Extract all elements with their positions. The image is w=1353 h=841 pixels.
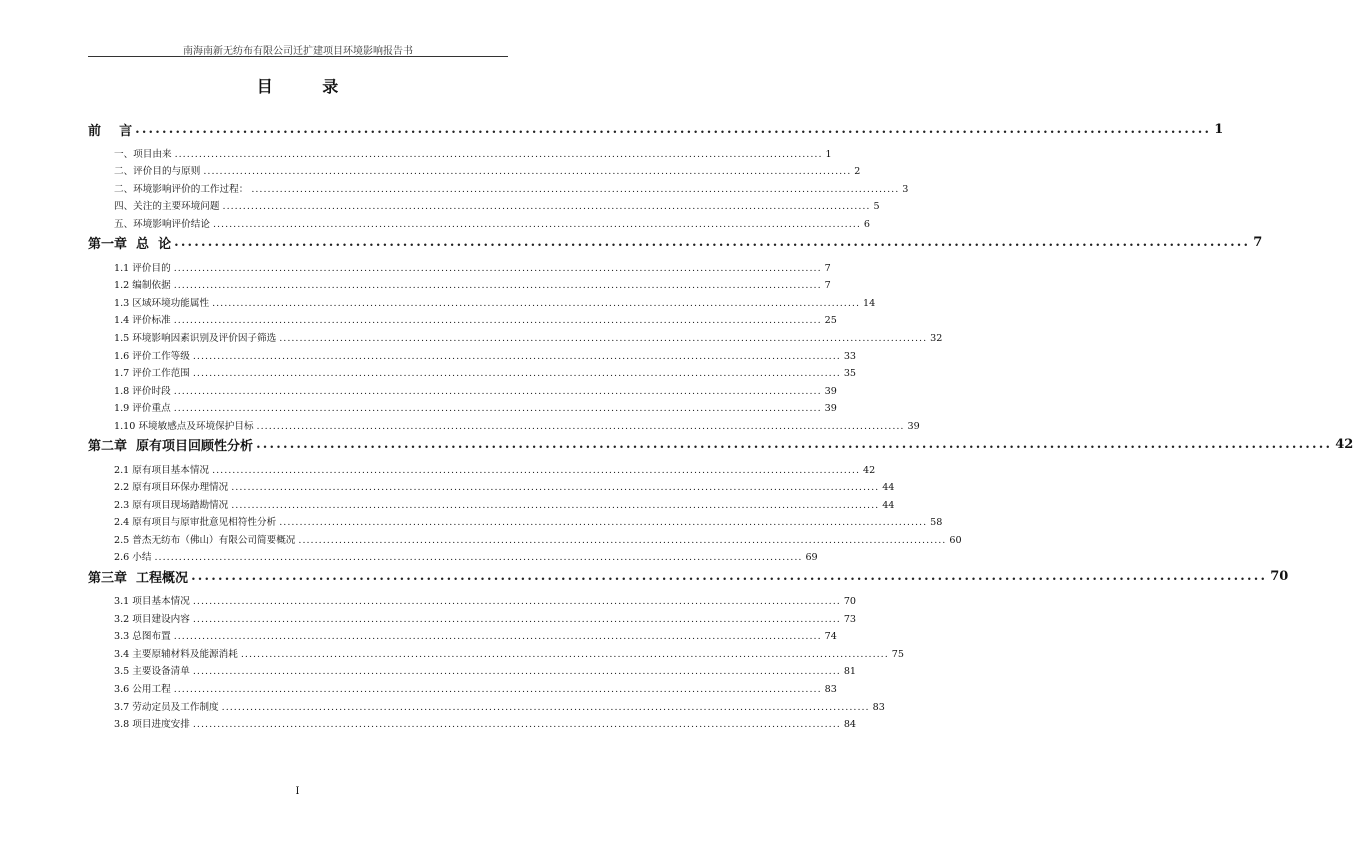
toc-entry-label: 3.3 总图布置 [114,631,171,643]
toc-section-entry[interactable] [88,397,837,415]
toc-entry-page: 35 [843,368,857,380]
toc-entry-label: 一、项目由来 [114,148,172,160]
toc-section-entry[interactable] [88,625,837,643]
toc-entry-page: 5 [873,201,880,213]
toc-dot-leader: ................................................................................................................................................................ [231,482,880,494]
toc-section-entry[interactable] [88,309,837,327]
toc-section-entry[interactable] [88,528,962,546]
toc-entry-label: 3.1 项目基本情况 [114,596,190,608]
toc-entry-page: 33 [843,350,857,362]
toc-section-entry[interactable] [88,160,861,178]
toc-entry-label: 2.6 小结 [114,552,152,564]
toc-entry-page: 44 [882,499,895,511]
toc-entry-page: 14 [863,297,876,309]
toc-entry-label: 2.3 原有项目现场踏勘情况 [114,499,229,511]
toc-dot-leader: ................................................................................................................................................................ [256,437,1333,453]
toc-entry-page: 83 [872,701,885,713]
toc-entry-label: 第三章 工程概况 [88,570,189,586]
toc-dot-leader: ................................................................................................................................................................ [173,280,822,292]
toc-entry-label: 二、环境影响评价的工作过程： [114,183,249,195]
toc-dot-leader: ................................................................................................................................................................ [173,385,822,397]
toc-entry-label: 3.4 主要原辅材料及能源消耗 [114,648,238,660]
toc-entry-page: 7 [824,280,831,292]
toc-section-entry[interactable] [88,642,904,660]
toc-section-entry[interactable] [88,695,885,713]
toc-section-entry[interactable] [88,326,943,344]
toc-entry-page: 6 [863,218,870,230]
toc-entry-label: 2.5 普杰无纺布（佛山）有限公司简要概况 [114,534,296,546]
toc-section-entry[interactable] [88,362,857,380]
toc-dot-leader: ................................................................................................................................................................ [203,166,852,178]
page-number: I [295,786,300,797]
toc-dot-leader: ................................................................................................................................................................ [279,517,928,529]
toc-entry-page: 3 [902,183,909,195]
toc-entry-page: 58 [930,517,943,529]
toc-entry-label: 1.7 评价工作范围 [114,368,190,380]
toc-entry-page: 42 [863,464,876,476]
toc-entry-label: 1.8 评价时段 [114,385,171,397]
toc-section-entry[interactable] [88,511,943,529]
toc-dot-leader: ................................................................................................................................................................ [154,552,803,564]
toc-entry-page: 44 [882,482,895,494]
toc-entry-page: 75 [891,648,904,660]
toc-dot-leader: ................................................................................................................................................................ [192,666,841,678]
toc-dot-leader: ................................................................................................................................................................ [192,613,841,625]
toc-entry-page: 70 [843,596,857,608]
toc-chapter-entry[interactable] [88,563,1289,589]
toc-section-entry[interactable] [88,379,837,397]
toc-dot-leader: ................................................................................................................................................................ [212,297,860,309]
toc-entry-page: 83 [824,684,837,696]
toc-dot-leader: ................................................................................................................................................................ [212,464,860,476]
toc-entry-page: 70 [1270,568,1289,584]
toc-entry-label: 3.6 公用工程 [114,684,171,696]
toc-dot-leader: ................................................................................................................................................................ [173,631,822,643]
toc-dot-leader: ................................................................................................................................................................ [192,368,841,380]
toc-dot-leader: ................................................................................................................................................................ [298,534,947,546]
toc-section-entry[interactable] [88,546,818,564]
toc-entry-page: 39 [824,403,837,415]
toc-entry-label: 1.9 评价重点 [114,403,171,415]
toc-chapter-entry[interactable] [88,230,1263,256]
toc-entry-page: 7 [824,262,831,274]
toc-section-entry[interactable] [88,677,837,696]
toc-entry-page: 1 [1214,121,1224,137]
toc-entry-label: 1.5 环境影响因素识别及评价因子筛选 [114,332,277,344]
toc-entry-label: 2.4 原有项目与原审批意见相符性分析 [114,517,277,529]
toc-entry-page: 42 [1335,437,1353,453]
toc-dot-leader: ................................................................................................................................................................ [192,719,841,731]
toc-entry-label: 1.3 区域环境功能属性 [114,297,210,309]
toc-entry-label: 3.8 项目进度安排 [114,719,190,731]
toc-section-entry[interactable] [88,274,831,292]
toc-dot-leader: ................................................................................................................................................................ [279,332,928,344]
toc-dot-leader: ................................................................................................................................................................ [173,262,822,274]
toc-entry-label: 3.2 项目建设内容 [114,613,190,625]
table-of-contents [88,116,1353,731]
toc-section-entry[interactable] [88,177,909,195]
toc-entry-page: 1 [825,148,832,160]
toc-section-entry[interactable] [88,458,876,476]
toc-section-entry[interactable] [88,493,895,511]
toc-entry-label: 3.7 劳动定员及工作制度 [114,701,219,713]
toc-entry-page: 84 [843,719,857,731]
toc-dot-leader: ................................................................................................................................................................ [173,684,822,696]
toc-entry-page: 81 [843,666,857,678]
toc-dot-leader: ................................................................................................................................................................ [251,183,900,195]
toc-section-entry[interactable] [88,713,857,731]
toc-entry-page: 39 [824,385,837,397]
toc-dot-leader: ................................................................................................................................................................ [192,596,841,608]
toc-entry-label: 1.10 环境敏感点及环境保护目标 [114,420,254,432]
toc-entry-label: 五、环境影响评价结论 [114,218,210,230]
toc-section-entry[interactable] [88,195,880,213]
toc-section-entry[interactable] [88,476,895,494]
toc-entry-page: 2 [854,166,861,178]
toc-dot-leader: ................................................................................................................................................................ [256,420,905,432]
toc-dot-leader: ................................................................................................................................................................ [135,121,1212,137]
toc-entry-page: 69 [805,552,818,564]
toc-section-entry[interactable] [88,344,857,362]
toc-section-entry[interactable] [88,142,832,160]
toc-entry-label: 1.1 评价目的 [114,262,171,274]
header-rule [88,56,508,57]
toc-section-entry[interactable] [88,212,870,230]
toc-entry-page: 73 [843,613,857,625]
toc-entry-label: 1.4 评价标准 [114,315,171,327]
toc-entry-page: 60 [949,534,962,546]
toc-section-entry[interactable] [88,414,920,432]
toc-dot-leader: ................................................................................................................................................................ [222,201,871,213]
toc-entry-label: 第二章 原有项目回顾性分析 [88,439,254,455]
toc-dot-leader: ................................................................................................................................................................ [192,350,841,362]
toc-dot-leader: ................................................................................................................................................................ [174,235,1251,251]
toc-section-entry[interactable] [88,607,857,625]
toc-entry-label: 前 言 [88,123,133,139]
toc-entry-label: 1.6 评价工作等级 [114,350,190,362]
toc-entry-page: 74 [824,631,837,643]
toc-section-entry[interactable] [88,256,831,274]
toc-chapter-entry[interactable] [88,432,1353,458]
toc-entry-label: 二、评价目的与原则 [114,166,201,178]
toc-dot-leader: ................................................................................................................................................................ [240,648,889,660]
toc-entry-label: 1.2 编制依据 [114,280,171,292]
toc-entry-label: 第一章 总 论 [88,237,172,253]
toc-section-entry[interactable] [88,291,876,309]
toc-section-entry[interactable] [88,589,857,608]
toc-dot-leader: ................................................................................................................................................................ [173,403,822,415]
running-header: 南海南新无纺布有限公司迁扩建项目环境影响报告书 [183,46,413,57]
toc-entry-label: 3.5 主要设备清单 [114,666,190,678]
toc-section-entry[interactable] [88,660,857,678]
toc-chapter-entry[interactable] [88,116,1224,142]
toc-dot-leader: ................................................................................................................................................................ [174,148,823,160]
toc-entry-page: 32 [930,332,943,344]
toc-dot-leader: ................................................................................................................................................................ [231,499,880,511]
toc-entry-label: 2.2 原有项目环保办理情况 [114,482,229,494]
toc-dot-leader: ................................................................................................................................................................ [221,701,870,713]
toc-entry-label: 2.1 原有项目基本情况 [114,464,210,476]
toc-dot-leader: ................................................................................................................................................................ [173,315,822,327]
toc-entry-label: 四、关注的主要环境问题 [114,201,220,213]
page-title: 目 录 [256,77,361,96]
toc-entry-page: 25 [824,315,837,327]
toc-dot-leader: ................................................................................................................................................................ [212,218,861,230]
toc-entry-page: 39 [907,420,920,432]
toc-entry-page: 7 [1253,235,1263,251]
toc-dot-leader: ................................................................................................................................................................ [191,568,1268,584]
